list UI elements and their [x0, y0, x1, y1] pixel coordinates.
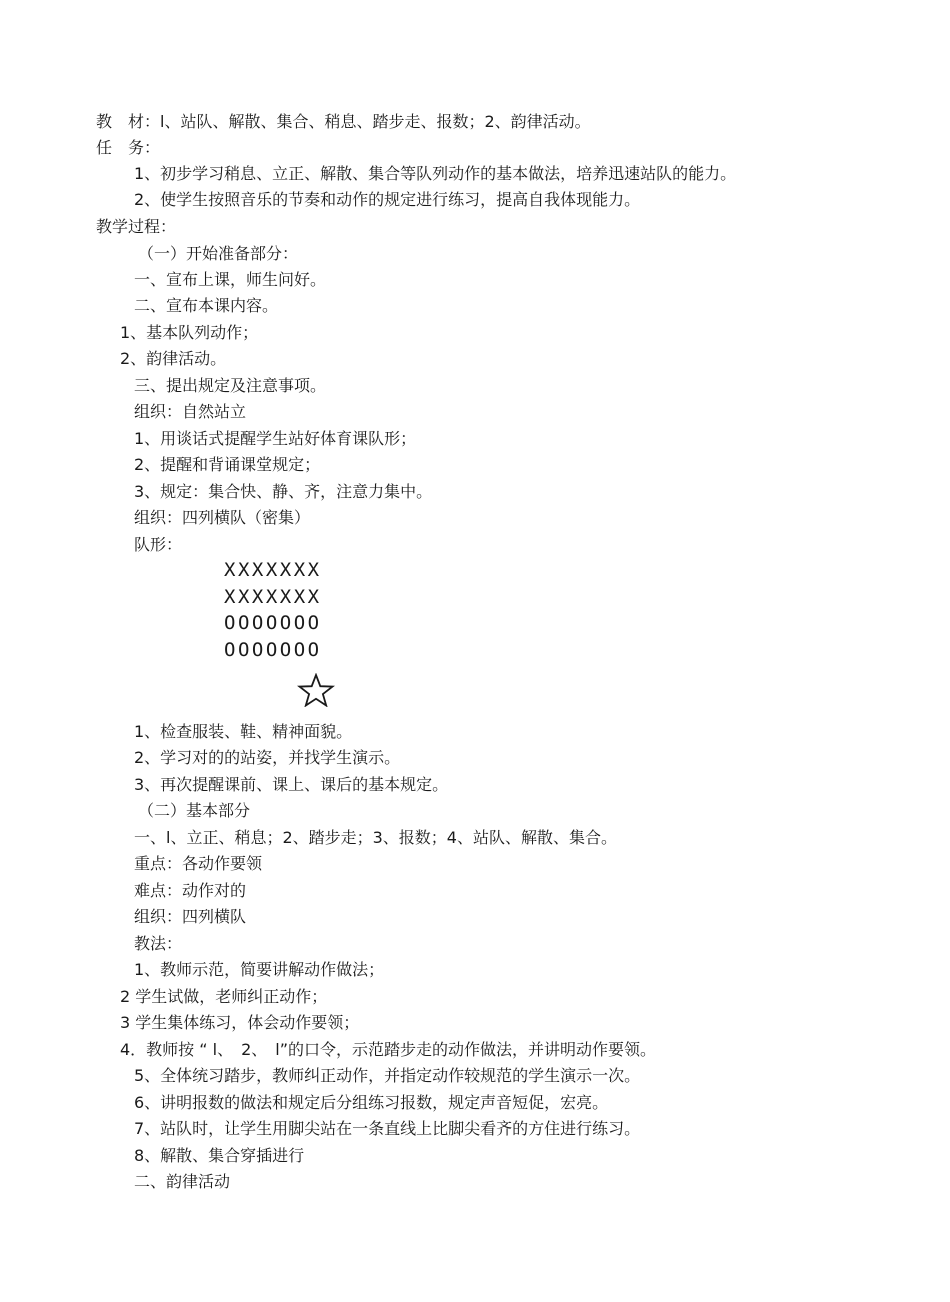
part1-line: 三、提出规定及注意事项。	[134, 376, 327, 395]
part2-line: 3 学生集体练习，体会动作要领；	[120, 1013, 360, 1032]
part1-line: 2、韵律活动。	[120, 349, 227, 368]
check-line: 2、学习对的的站姿，并找学生演示。	[134, 748, 401, 767]
part2-line: 教法：	[134, 934, 183, 953]
part2-line: 二、韵律活动	[134, 1172, 231, 1191]
part2-line: 组织：四列横队	[134, 907, 247, 926]
part1-line: 组织：四列横队（密集）	[134, 508, 311, 527]
part1-title: （一）开始准备部分：	[138, 244, 299, 263]
task-item: 2、使学生按照音乐的节奏和动作的规定进行练习，提高自我体现能力。	[134, 190, 641, 209]
part2-line: 6、讲明报数的做法和规定后分组练习报数，规定声音短促，宏亮。	[134, 1093, 609, 1112]
part1-line: 二、宣布本课内容。	[134, 296, 279, 315]
part1-line: 队形：	[134, 535, 183, 554]
part2-line: 8、解散、集合穿插进行	[134, 1146, 305, 1165]
task-label: 任 务：	[96, 138, 161, 157]
formation-row: XXXXXXX	[224, 586, 322, 608]
material-label: 教 材：	[96, 112, 161, 131]
formation-row: OOOOOOO	[224, 639, 322, 661]
formation-row: XXXXXXX	[224, 559, 322, 581]
formation-row: OOOOOOO	[224, 612, 322, 634]
check-line: 3、再次提醒课前、课上、课后的基本规定。	[134, 775, 449, 794]
part1-line: 组织：自然站立	[134, 402, 247, 421]
material-line	[96, 112, 591, 132]
part1-line: 3、规定：集合快、静、齐，注意力集中。	[134, 482, 433, 501]
part2-line: 一、l、立正、稍息；2、踏步走；3、报数；4、站队、解散、集合。	[134, 828, 617, 847]
part2-title: （二）基本部分	[138, 801, 251, 820]
part1-line: 1、用谈话式提醒学生站好体育课队形；	[134, 429, 417, 448]
part2-line: 难点：动作对的	[134, 881, 247, 900]
part2-line: 重点：各动作要领	[134, 854, 263, 873]
part2-line: 4．教师按 “ l、 2、 l”的口令，示范踏步走的动作做法，并讲明动作要领。	[120, 1040, 657, 1059]
part2-line: 7、站队时，让学生用脚尖站在一条直线上比脚尖看齐的方住进行练习。	[134, 1119, 641, 1138]
part1-line: 2、提醒和背诵课堂规定；	[134, 455, 321, 474]
check-line: 1、检查服装、鞋、精神面貌。	[134, 722, 353, 741]
part2-line: 1、教师示范，简要讲解动作做法；	[134, 960, 385, 979]
part2-line: 2 学生试做，老师纠正动作；	[120, 987, 328, 1006]
part2-line: 5、全体统习踏步，教师纠正动作，并指定动作较规范的学生演示一次。	[134, 1066, 641, 1085]
part1-line: 一、宣布上课，师生问好。	[134, 270, 327, 289]
part1-line: 1、基本队列动作；	[120, 323, 259, 342]
star-icon	[297, 673, 335, 707]
task-item: 1、初步学习稍息、立正、解散、集合等队列动作的基本做法，培养迅速站队的能力。	[134, 164, 737, 183]
material-text: l、站队、解散、集合、稍息、踏步走、报数；2、韵律活动。	[160, 112, 591, 131]
process-title: 教学过程：	[96, 217, 177, 236]
